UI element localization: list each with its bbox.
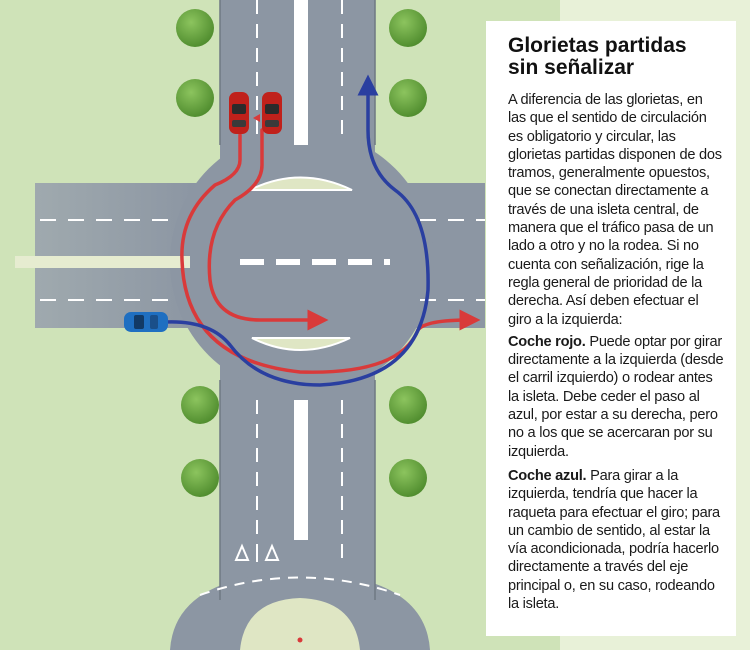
red-car-paragraph	[508, 333, 724, 461]
title-line-1: Glorietas partidas	[508, 34, 687, 57]
red-car-lead: Coche rojo.	[508, 333, 586, 350]
car-icon	[124, 312, 168, 332]
marker-dot	[298, 638, 303, 643]
tree-icon	[181, 459, 219, 497]
intro-paragraph: A diferencia de las glorietas, en las que el sentido de circulación es obligatorio y circular, las glorietas partidas disponen de dos tramos, generalmente opuestos, que se conectan directamente a través de una isleta central, de manera que el tráfico pasa de un lado a otro y no la rodea. Si no cuenta con señalización, rige la regla general de prioridad de la derecha. Así deben efectuar el giro a la izquierda:	[508, 92, 722, 328]
north-median	[294, 0, 308, 145]
tree-icon	[176, 9, 214, 47]
car-icon	[229, 92, 249, 134]
tree-icon	[181, 386, 219, 424]
tree-icon	[389, 9, 427, 47]
tree-icon	[389, 459, 427, 497]
red-car-text: Puede optar por girar directamente a la izquierda (desde el carril izquierdo) o rodear antes la isleta. Debe ceder el paso al azul, por estar a su derecha, pero no a los que se acercaran por su izquierda.	[508, 333, 724, 460]
blue-car-paragraph	[508, 467, 724, 613]
tree-icon	[176, 79, 214, 117]
panel-title	[508, 35, 724, 79]
tree-icon	[389, 79, 427, 117]
blue-car-lead: Coche azul.	[508, 467, 587, 484]
blue-car-text: Para girar a la izquierda, tendría que hacer la raqueta para efectuar el giro; para un cambio de sentido, al estar la vía acondicionada, podría hacerlo directamente a través del eje principal o, en su caso, rodeando la isleta.	[508, 467, 720, 613]
tree-icon	[389, 386, 427, 424]
title-line-2: sin señalizar	[508, 56, 635, 79]
west-median	[15, 256, 190, 268]
info-panel	[486, 21, 736, 636]
south-median	[294, 400, 308, 540]
